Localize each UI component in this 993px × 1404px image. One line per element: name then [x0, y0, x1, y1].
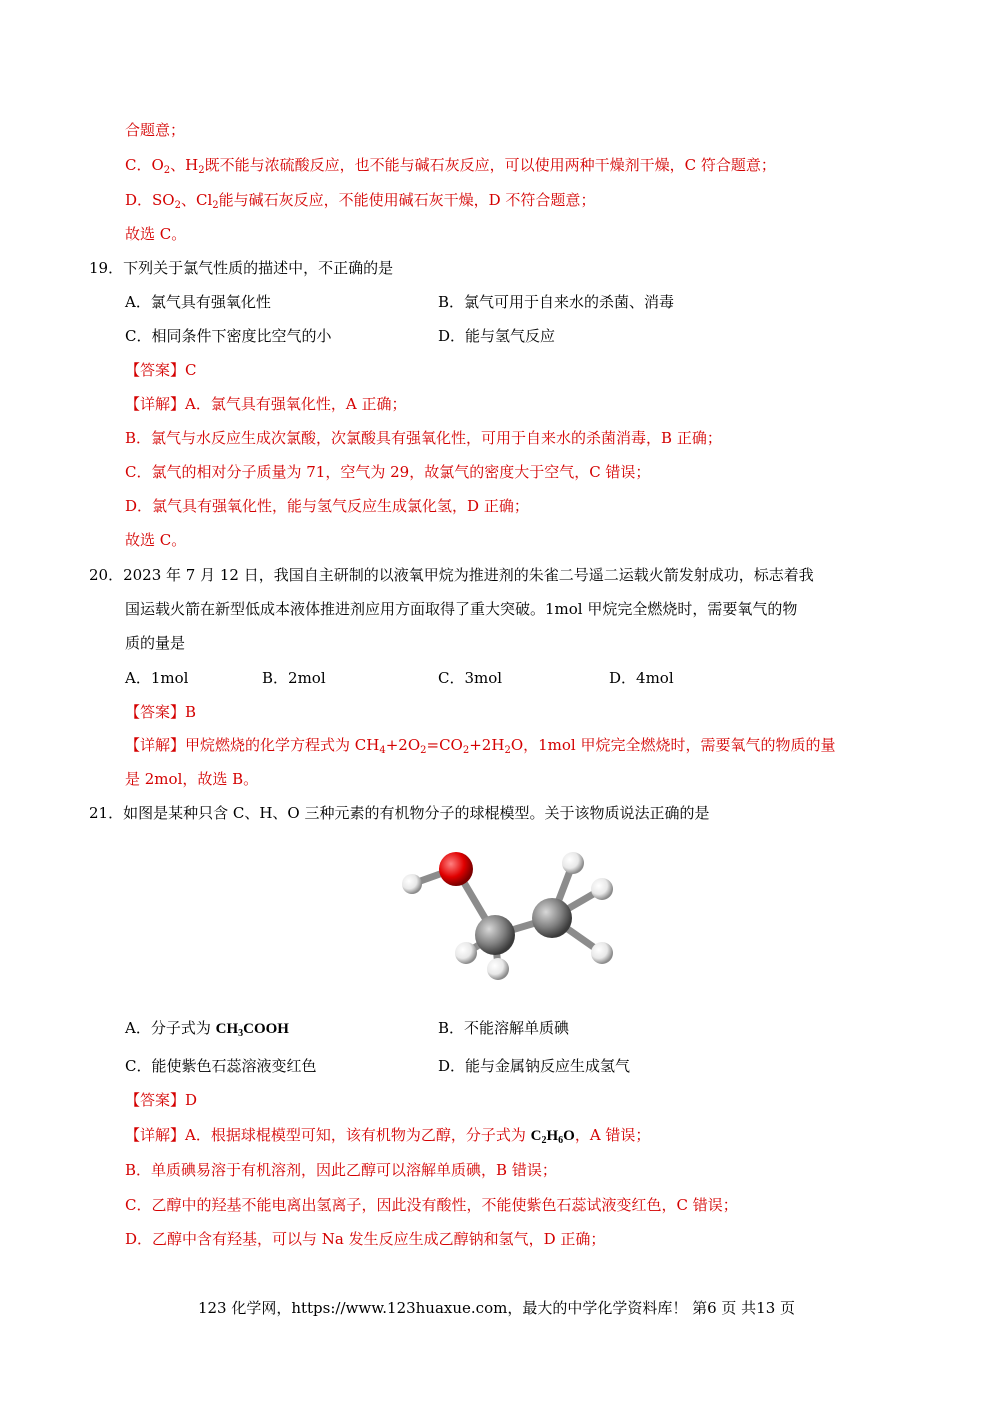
q21-option-b: B．不能溶解单质碘 — [438, 1019, 570, 1037]
q20-option-b: B．2mol — [262, 669, 326, 687]
q20-stem-line1: 20．2023 年 7 月 12 日，我国自主研制的以液氧甲烷为推进剂的朱雀二号遥二运载火箭发射成功，标志着我 — [89, 566, 814, 584]
q21-answer: 【答案】D — [125, 1091, 198, 1109]
q19-detail-c: C．氯气的相对分子质量为 71，空气为 29，故氯气的密度大于空气，C 错误； — [125, 463, 651, 481]
q21-detail-c: C．乙醇中的羟基不能电离出氢离子，因此没有酸性，不能使紫色石蕊试液变红色，C 错误； — [125, 1196, 738, 1214]
q19-option-b: B．氯气可用于自来水的杀菌、消毒 — [438, 293, 675, 311]
q19-option-d: D．能与氢气反应 — [438, 327, 556, 345]
hydrogen-atom — [591, 878, 613, 900]
q19-option-c: C．相同条件下密度比空气的小 — [125, 327, 332, 345]
q21-option-c: C．能使紫色石蕊溶液变红色 — [125, 1057, 317, 1075]
q19-detail-b: B．氯气与水反应生成次氯酸，次氯酸具有强氧化性，可用于自来水的杀菌消毒，B 正确； — [125, 429, 722, 447]
q20-stem-line2: 国运载火箭在新型低成本液体推进剂应用方面取得了重大突破。1mol 甲烷完全燃烧时，需要氧气的物 — [125, 600, 798, 618]
q20-detail-line2: 是 2mol，故选 B。 — [125, 770, 259, 788]
q19-option-a: A．氯气具有强氧化性 — [125, 293, 271, 311]
q20-answer: 【答案】B — [125, 703, 197, 721]
hydrogen-atom — [591, 942, 613, 964]
q19-stem: 19．下列关于氯气性质的描述中，不正确的是 — [89, 259, 394, 277]
q21-stem: 21．如图是某种只含 C、H、O 三种元素的有机物分子的球棍模型。关于该物质说法正确的是 — [89, 804, 710, 822]
q21-detail-a: 【详解】A．根据球棍模型可知，该有机物为乙醇，分子式为 $C_2H_6O$，A 错误； — [125, 1126, 651, 1146]
q18-line0: 合题意； — [125, 121, 186, 139]
q21-option-a: A．分子式为 $CH_3COOH$ — [125, 1019, 289, 1039]
q19-conclusion: 故选 C。 — [125, 531, 187, 549]
hydrogen-atom — [562, 852, 584, 874]
q18-conclusion: 故选 C。 — [125, 225, 187, 243]
q20-stem-line3: 质的量是 — [125, 634, 186, 652]
oxygen-atom — [439, 852, 473, 886]
q21-detail-d: D．乙醇中含有羟基，可以与 Na 发生反应生成乙醇钠和氢气，D 正确； — [125, 1230, 606, 1248]
ethanol-ball-and-stick-model — [380, 835, 630, 985]
q18-option-d-explanation: D．$SO_2$、$Cl_2$能与碱石灰反应，不能使用碱石灰干燥，D 不符合题意； — [125, 191, 596, 211]
q19-answer: 【答案】C — [125, 361, 197, 379]
q21-option-d: D．能与金属钠反应生成氢气 — [438, 1057, 631, 1075]
carbon-atom — [532, 898, 572, 938]
q21-detail-b: B．单质碘易溶于有机溶剂，因此乙醇可以溶解单质碘，B 错误； — [125, 1161, 557, 1179]
q20-option-c: C．3mol — [438, 669, 503, 687]
page-footer: 123 化学网，https://www.123huaxue.com，最大的中学化学资料库！ 第6 页 共13 页 — [197, 1299, 796, 1317]
hydrogen-atom — [487, 958, 509, 980]
q20-option-a: A．1mol — [125, 669, 189, 687]
hydrogen-atom — [455, 942, 477, 964]
q20-detail-line1: 【详解】甲烷燃烧的化学方程式为 $CH_4+2O_2=CO_2+2H_2O$，1mol 甲烷完全燃烧时，需要氧气的物质的量 — [125, 736, 836, 756]
hydrogen-atom — [402, 874, 422, 894]
q18-option-c-explanation: C．$O_2$、$H_2$既不能与浓硫酸反应，也不能与碱石灰反应，可以使用两种干燥剂干燥，C 符合题意； — [125, 156, 776, 176]
q19-detail-d: D．氯气具有强氧化性，能与氢气反应生成氯化氢，D 正确； — [125, 497, 529, 515]
molecule-bonds — [412, 863, 602, 967]
carbon-atom — [475, 915, 515, 955]
q20-option-d: D．4mol — [609, 669, 674, 687]
q19-detail-a: 【详解】A．氯气具有强氧化性，A 正确； — [125, 395, 407, 413]
